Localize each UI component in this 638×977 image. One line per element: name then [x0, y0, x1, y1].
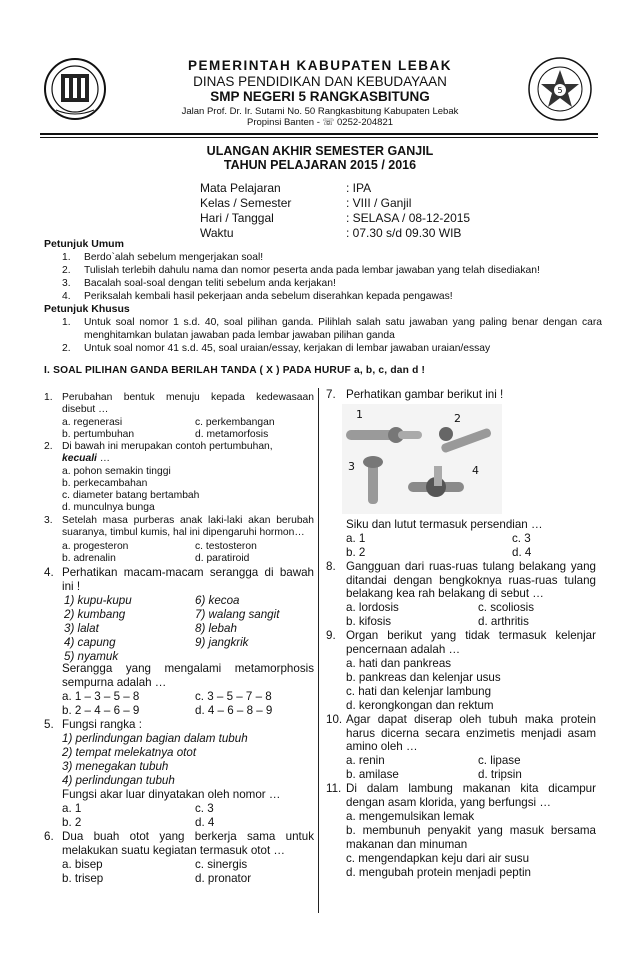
option-a: a. bisep — [62, 858, 103, 871]
question-stem: Perhatikan macam-macam serangga di bawah ini ! — [62, 566, 314, 593]
option-c: c. testosteron — [195, 541, 257, 552]
option-a: a. mengemulsikan lemak — [346, 810, 475, 823]
insect-item: 5) nyamuk — [64, 650, 119, 663]
skeleton-function-item: 4) perlindungan tubuh — [62, 774, 175, 787]
option-c: c. scoliosis — [478, 601, 535, 614]
option-d: d. 4 – 6 – 8 – 9 — [195, 704, 273, 717]
option-a: a. 1 – 3 – 5 – 8 — [62, 690, 140, 703]
option-a: a. regenerasi — [62, 417, 123, 428]
skeleton-function-item: 2) tempat melekatnya otot — [62, 746, 197, 759]
header-address: Jalan Prof. Dr. Ir. Sutami No. 50 Rangkasbitung Kabupaten Lebak — [181, 106, 459, 117]
question-1: 1. Perubahan bentuk menuju kepada kedewasaan disebut … — [44, 392, 314, 416]
option-a: a. pohon semakin tinggi — [62, 466, 171, 477]
insect-item: 8) lebah — [195, 622, 237, 635]
option-a: a. 1 — [346, 532, 366, 545]
insect-item: 9) jangkrik — [195, 636, 249, 649]
option-a: a. progesteron — [62, 541, 129, 552]
option-d: d. paratiroid — [195, 553, 250, 564]
question-stem: Dua buah otot yang berkerja sama untuk melakukan suatu kegiatan termasuk otot … — [62, 830, 314, 857]
specific-instruction: 2. Untuk soal nomor 41 s.d. 45, soal uraian/essay, kerjakan di lembar jawaban uraian/essay — [62, 343, 491, 354]
header-rule-thick — [40, 133, 598, 135]
option-b: b. membunuh penyakit yang masuk bersama makanan dan minuman — [346, 824, 596, 851]
general-instructions-heading: Petunjuk Umum — [44, 238, 124, 250]
question-2: 2. Di bawah ini merupakan contoh pertumbuhan, — [44, 441, 314, 453]
header-school: SMP NEGERI 5 RANGKASBITUNG — [210, 89, 430, 104]
school-logo — [527, 56, 593, 122]
insect-item: 7) walang sangit — [195, 608, 280, 621]
option-d: d. 4 — [512, 546, 532, 559]
exam-year: TAHUN PELAJARAN 2015 / 2016 — [223, 158, 417, 172]
question-11: 11. Di dalam lambung makanan kita dicampur dengan asam klorida, yang berfungsi … — [326, 782, 596, 809]
option-b: b. amilase — [346, 768, 399, 781]
option-c: c. 3 — [195, 802, 214, 815]
header-government: PEMERINTAH KABUPATEN LEBAK — [188, 58, 452, 73]
option-b: b. 2 — [62, 816, 82, 829]
svg-text:2: 2 — [454, 412, 461, 425]
insect-item: 4) capung — [64, 636, 116, 649]
svg-text:1: 1 — [356, 408, 363, 421]
option-c: c. hati dan kelenjar lambung — [346, 685, 492, 698]
question-stem: Perhatikan gambar berikut ini ! — [346, 388, 504, 401]
svg-text:5: 5 — [557, 86, 563, 95]
option-d: d. mengubah protein menjadi peptin — [346, 866, 531, 879]
regency-logo — [44, 58, 106, 120]
insect-item: 6) kecoa — [195, 594, 240, 607]
question-8: 8. Gangguan dari ruas-ruas tulang belakang yang ditandai dengan bengkoknya ruas-ruas tulang belakang kea rah belakang di sebut … — [326, 560, 596, 600]
question-stem: Serangga yang mengalami metamorphosis sempurna adalah … — [62, 662, 314, 689]
option-a: a. renin — [346, 754, 385, 767]
question-6: 6. Dua buah otot yang berkerja sama untuk melakukan suatu kegiatan termasuk otot … — [44, 830, 314, 857]
option-a: a. 1 — [62, 802, 82, 815]
general-instruction: 2. Tulislah terlebih dahulu nama dan nomor peserta anda pada lembar jawaban yang telah disediakan! — [62, 265, 540, 276]
insect-item: 2) kumbang — [64, 608, 126, 621]
question-stem: Gangguan dari ruas-ruas tulang belakang yang ditandai dengan bengkoknya ruas-ruas tulang belakang kea rah belakang di sebut … — [346, 560, 596, 600]
skeleton-function-item: 3) menegakan tubuh — [62, 760, 169, 773]
header-rule-thin — [40, 137, 598, 138]
question-stem: Agar dapat diserap oleh tubuh maka protein harus dicerna secara enzimetis menjadi asam amino oleh … — [346, 713, 596, 753]
general-instruction: 4. Periksalah kembali hasil pekerjaan anda sebelum diserahkan kepada pengawas! — [62, 291, 453, 302]
option-c: c. 3 – 5 – 7 – 8 — [195, 690, 272, 703]
option-b: b. pankreas dan kelenjar usus — [346, 671, 501, 684]
question-stem: Perubahan bentuk menuju kepada kedewasaan disebut … — [62, 392, 314, 416]
option-c: c. perkembangan — [195, 417, 275, 428]
option-b: b. kifosis — [346, 615, 392, 628]
option-d: d. 4 — [195, 816, 215, 829]
question-5: 5. Fungsi rangka : — [44, 718, 314, 732]
insect-item: 1) kupu-kupu — [64, 594, 132, 607]
question-2-emphasis: kecuali … — [62, 453, 111, 464]
option-c: c. sinergis — [195, 858, 248, 871]
column-divider — [318, 388, 319, 913]
option-b: b. perkecambahan — [62, 478, 148, 489]
question-10: 10. Agar dapat diserap oleh tubuh maka protein harus dicerna secara enzimetis menjadi asam amino oleh … — [326, 713, 596, 753]
question-stem: Fungsi akar luar dinyatakan oleh nomor … — [62, 788, 281, 801]
option-b: b. pertumbuhan — [62, 429, 135, 440]
option-b: b. 2 — [346, 546, 366, 559]
specific-instruction: 1. Untuk soal nomor 1 s.d. 40, soal pilihan ganda. Pilihlah salah satu jawaban yang paling benar dengan cara menghitamkan bulatan jawaban pada lembar jawaban pilihan ganda — [62, 317, 602, 341]
option-c: c. 3 — [512, 532, 531, 545]
option-c: c. mengendapkan keju dari air susu — [346, 852, 530, 865]
svg-text:4: 4 — [472, 464, 479, 477]
exam-title: ULANGAN AKHIR SEMESTER GANJIL — [206, 144, 434, 158]
joints-figure — [342, 404, 502, 514]
option-d: d. metamorfosis — [195, 429, 269, 440]
option-c: c. diameter batang bertambah — [62, 490, 200, 501]
option-a: a. lordosis — [346, 601, 399, 614]
option-b: b. 2 – 4 – 6 – 9 — [62, 704, 140, 717]
svg-text:3: 3 — [348, 460, 355, 473]
question-stem: Di bawah ini merupakan contoh pertumbuhan, — [62, 441, 273, 452]
question-stem: Di dalam lambung makanan kita dicampur dengan asam klorida, yang berfungsi … — [346, 782, 596, 809]
question-3: 3. Setelah masa purberas anak laki-laki akan berubah suaranya, timbul kumis, hal ini dipengaruhi hormon… — [44, 515, 314, 539]
option-a: a. hati dan pankreas — [346, 657, 452, 670]
specific-instructions-heading: Petunjuk Khusus — [44, 303, 130, 315]
section-title: I. SOAL PILIHAN GANDA BERILAH TANDA ( X ) PADA HURUF a, b, c, dan d ! — [44, 365, 426, 376]
header-department: DINAS PENDIDIKAN DAN KEBUDAYAAN — [193, 74, 447, 89]
header-address-phone: Propinsi Banten - ☏ 0252-204821 — [246, 117, 394, 128]
general-instruction: 1. Berdo`alah sebelum mengerjakan soal! — [62, 252, 264, 263]
option-c: c. lipase — [478, 754, 521, 767]
option-d: d. tripsin — [478, 768, 522, 781]
question-7: 7. Perhatikan gambar berikut ini ! — [326, 388, 596, 402]
general-instruction: 3. Bacalah soal-soal dengan teliti sebelum anda kerjakan! — [62, 278, 336, 289]
question-stem: Setelah masa purberas anak laki-laki akan berubah suaranya, timbul kumis, hal ini dipengaruhi hormon… — [62, 515, 314, 539]
question-9: 9. Organ berikut yang tidak termasuk kelenjar pencernaan adalah … — [326, 629, 596, 656]
question-stem: Organ berikut yang tidak termasuk kelenjar pencernaan adalah … — [346, 629, 596, 656]
option-d: d. pronator — [195, 872, 252, 885]
option-b: b. adrenalin — [62, 553, 116, 564]
insect-item: 3) lalat — [64, 622, 99, 635]
question-4: 4. Perhatikan macam-macam serangga di bawah ini ! — [44, 566, 314, 593]
option-d: d. kerongkongan dan rektum — [346, 699, 494, 712]
option-d: d. arthritis — [478, 615, 529, 628]
option-b: b. trisep — [62, 872, 104, 885]
skeleton-function-item: 1) perlindungan bagian dalam tubuh — [62, 732, 248, 745]
option-d: d. munculnya bunga — [62, 502, 155, 513]
question-stem: Fungsi rangka : — [62, 718, 142, 731]
question-stem: Siku dan lutut termasuk persendian … — [346, 518, 543, 531]
